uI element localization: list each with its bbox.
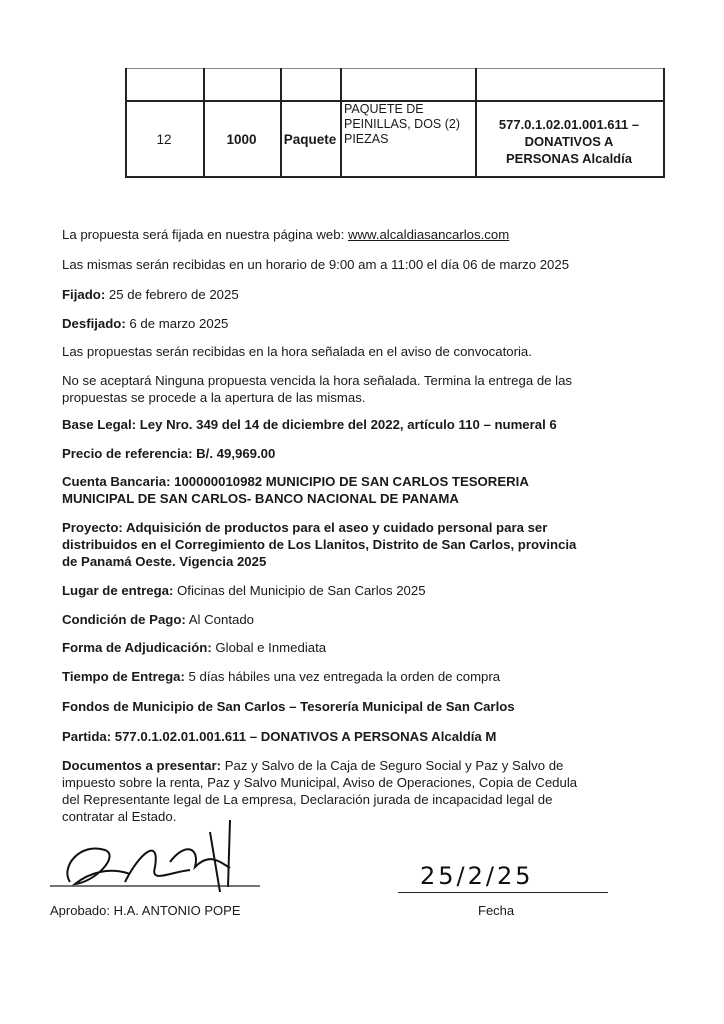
bank-account-line: MUNICIPAL DE SAN CARLOS- BANCO NACIONAL DE PANAMA	[62, 491, 459, 506]
account-line: DONATIVOS A	[524, 134, 614, 149]
base-legal: Base Legal: Ley Nro. 349 del 14 de diciembre del 2022, artículo 110 – numeral 6	[62, 417, 557, 432]
desfijado-label: Desfijado:	[62, 316, 126, 331]
table-bottom-border	[125, 176, 665, 178]
table-cell-unit: Paquete	[283, 132, 337, 147]
payment-condition-label: Condición de Pago:	[62, 612, 186, 627]
handwritten-date: 25/2/25	[420, 862, 534, 890]
schedule-text: Las mismas serán recibidas en un horario de 9:00 am a 11:00 el día 06 de marzo 2025	[62, 257, 570, 272]
table-col-line	[663, 68, 665, 178]
received-text: Las propuestas serán recibidas en la hora señalada en el aviso de convocatoria.	[62, 344, 532, 359]
documents-line: impuesto sobre la renta, Paz y Salvo Municipal, Aviso de Operaciones, Copia de Cedula	[62, 775, 578, 790]
fijado-line	[62, 286, 239, 303]
description-line: PAQUETE DE	[344, 102, 424, 116]
description-line: PEINILLAS, DOS (2)	[344, 117, 461, 131]
documents-label: Documentos a presentar:	[62, 758, 222, 773]
table-cell-item: 12	[156, 132, 172, 147]
award-form-value: Global e Inmediata	[211, 640, 327, 655]
description-line: PIEZAS	[344, 132, 389, 146]
fijado-label: Fijado:	[62, 287, 106, 302]
bank-account	[62, 473, 529, 507]
delivery-place-value: Oficinas del Municipio de San Carlos 2025	[173, 583, 426, 598]
desfijado-line	[62, 315, 228, 332]
table-top-border	[125, 68, 665, 69]
table-col-line	[203, 68, 205, 178]
account-line: 577.0.1.02.01.001.611 –	[498, 117, 640, 132]
project-line: distribuidos en el Corregimiento de Los Llanitos, Distrito de San Carlos, provincia	[62, 537, 577, 552]
delivery-time-value: 5 días hábiles una vez entregada la orden de compra	[184, 669, 501, 684]
web-notice	[62, 226, 509, 243]
approved-by: Aprobado: H.A. ANTONIO POPE	[50, 903, 241, 918]
table-col-line	[125, 68, 127, 178]
account-line: PERSONAS Alcaldía	[506, 151, 632, 166]
items-table	[125, 68, 665, 178]
table-cell-quantity: 1000	[226, 132, 257, 147]
table-col-line	[280, 68, 282, 178]
payment-condition	[62, 611, 254, 628]
project-line: de Panamá Oeste. Vigencia 2025	[62, 554, 267, 569]
delivery-time-label: Tiempo de Entrega:	[62, 669, 185, 684]
documents-line	[62, 757, 577, 774]
payment-condition-value: Al Contado	[185, 612, 255, 627]
award-form-label: Forma de Adjudicación:	[62, 640, 212, 655]
table-cell-account	[475, 116, 663, 167]
project-line: Proyecto: Adquisición de productos para el aseo y cuidado personal para ser	[62, 520, 548, 535]
documents-text: Paz y Salvo de la Caja de Seguro Social y Paz y Salvo de	[221, 758, 564, 773]
fijado-value: 25 de febrero de 2025	[105, 287, 239, 302]
date-label: Fecha	[478, 903, 515, 918]
delivery-place-label: Lugar de entrega:	[62, 583, 174, 598]
late-text	[62, 372, 572, 406]
late-line: No se aceptará Ninguna propuesta vencida la hora señalada. Termina la entrega de las	[62, 373, 573, 388]
delivery-time	[62, 668, 500, 685]
desfijado-value: 6 de marzo 2025	[125, 316, 229, 331]
reference-price: Precio de referencia: B/. 49,969.00	[62, 446, 276, 461]
project	[62, 519, 576, 570]
bank-account-line: Cuenta Bancaria: 100000010982 MUNICIPIO DE SAN CARLOS TESORERIA	[62, 474, 529, 489]
funds: Fondos de Municipio de San Carlos – Tesorería Municipal de San Carlos	[62, 699, 515, 714]
award-form	[62, 639, 326, 656]
late-line: propuestas se procede a la apertura de las mismas.	[62, 390, 366, 405]
web-prefix: La propuesta será fijada en nuestra página web:	[62, 227, 348, 242]
budget-line: Partida: 577.0.1.02.01.001.611 – DONATIVOS A PERSONAS Alcaldía M	[62, 729, 497, 744]
delivery-place	[62, 582, 426, 599]
handwritten-signature	[50, 812, 260, 902]
date-underline	[398, 892, 608, 893]
documents-line: contratar al Estado.	[62, 809, 177, 824]
documents-line: del Representante legal de La empresa, Declaración jurada de incapacidad legal de	[62, 792, 553, 807]
web-link[interactable]: www.alcaldiasancarlos.com	[347, 227, 510, 242]
table-cell-description	[344, 102, 460, 147]
table-col-line	[340, 68, 342, 178]
